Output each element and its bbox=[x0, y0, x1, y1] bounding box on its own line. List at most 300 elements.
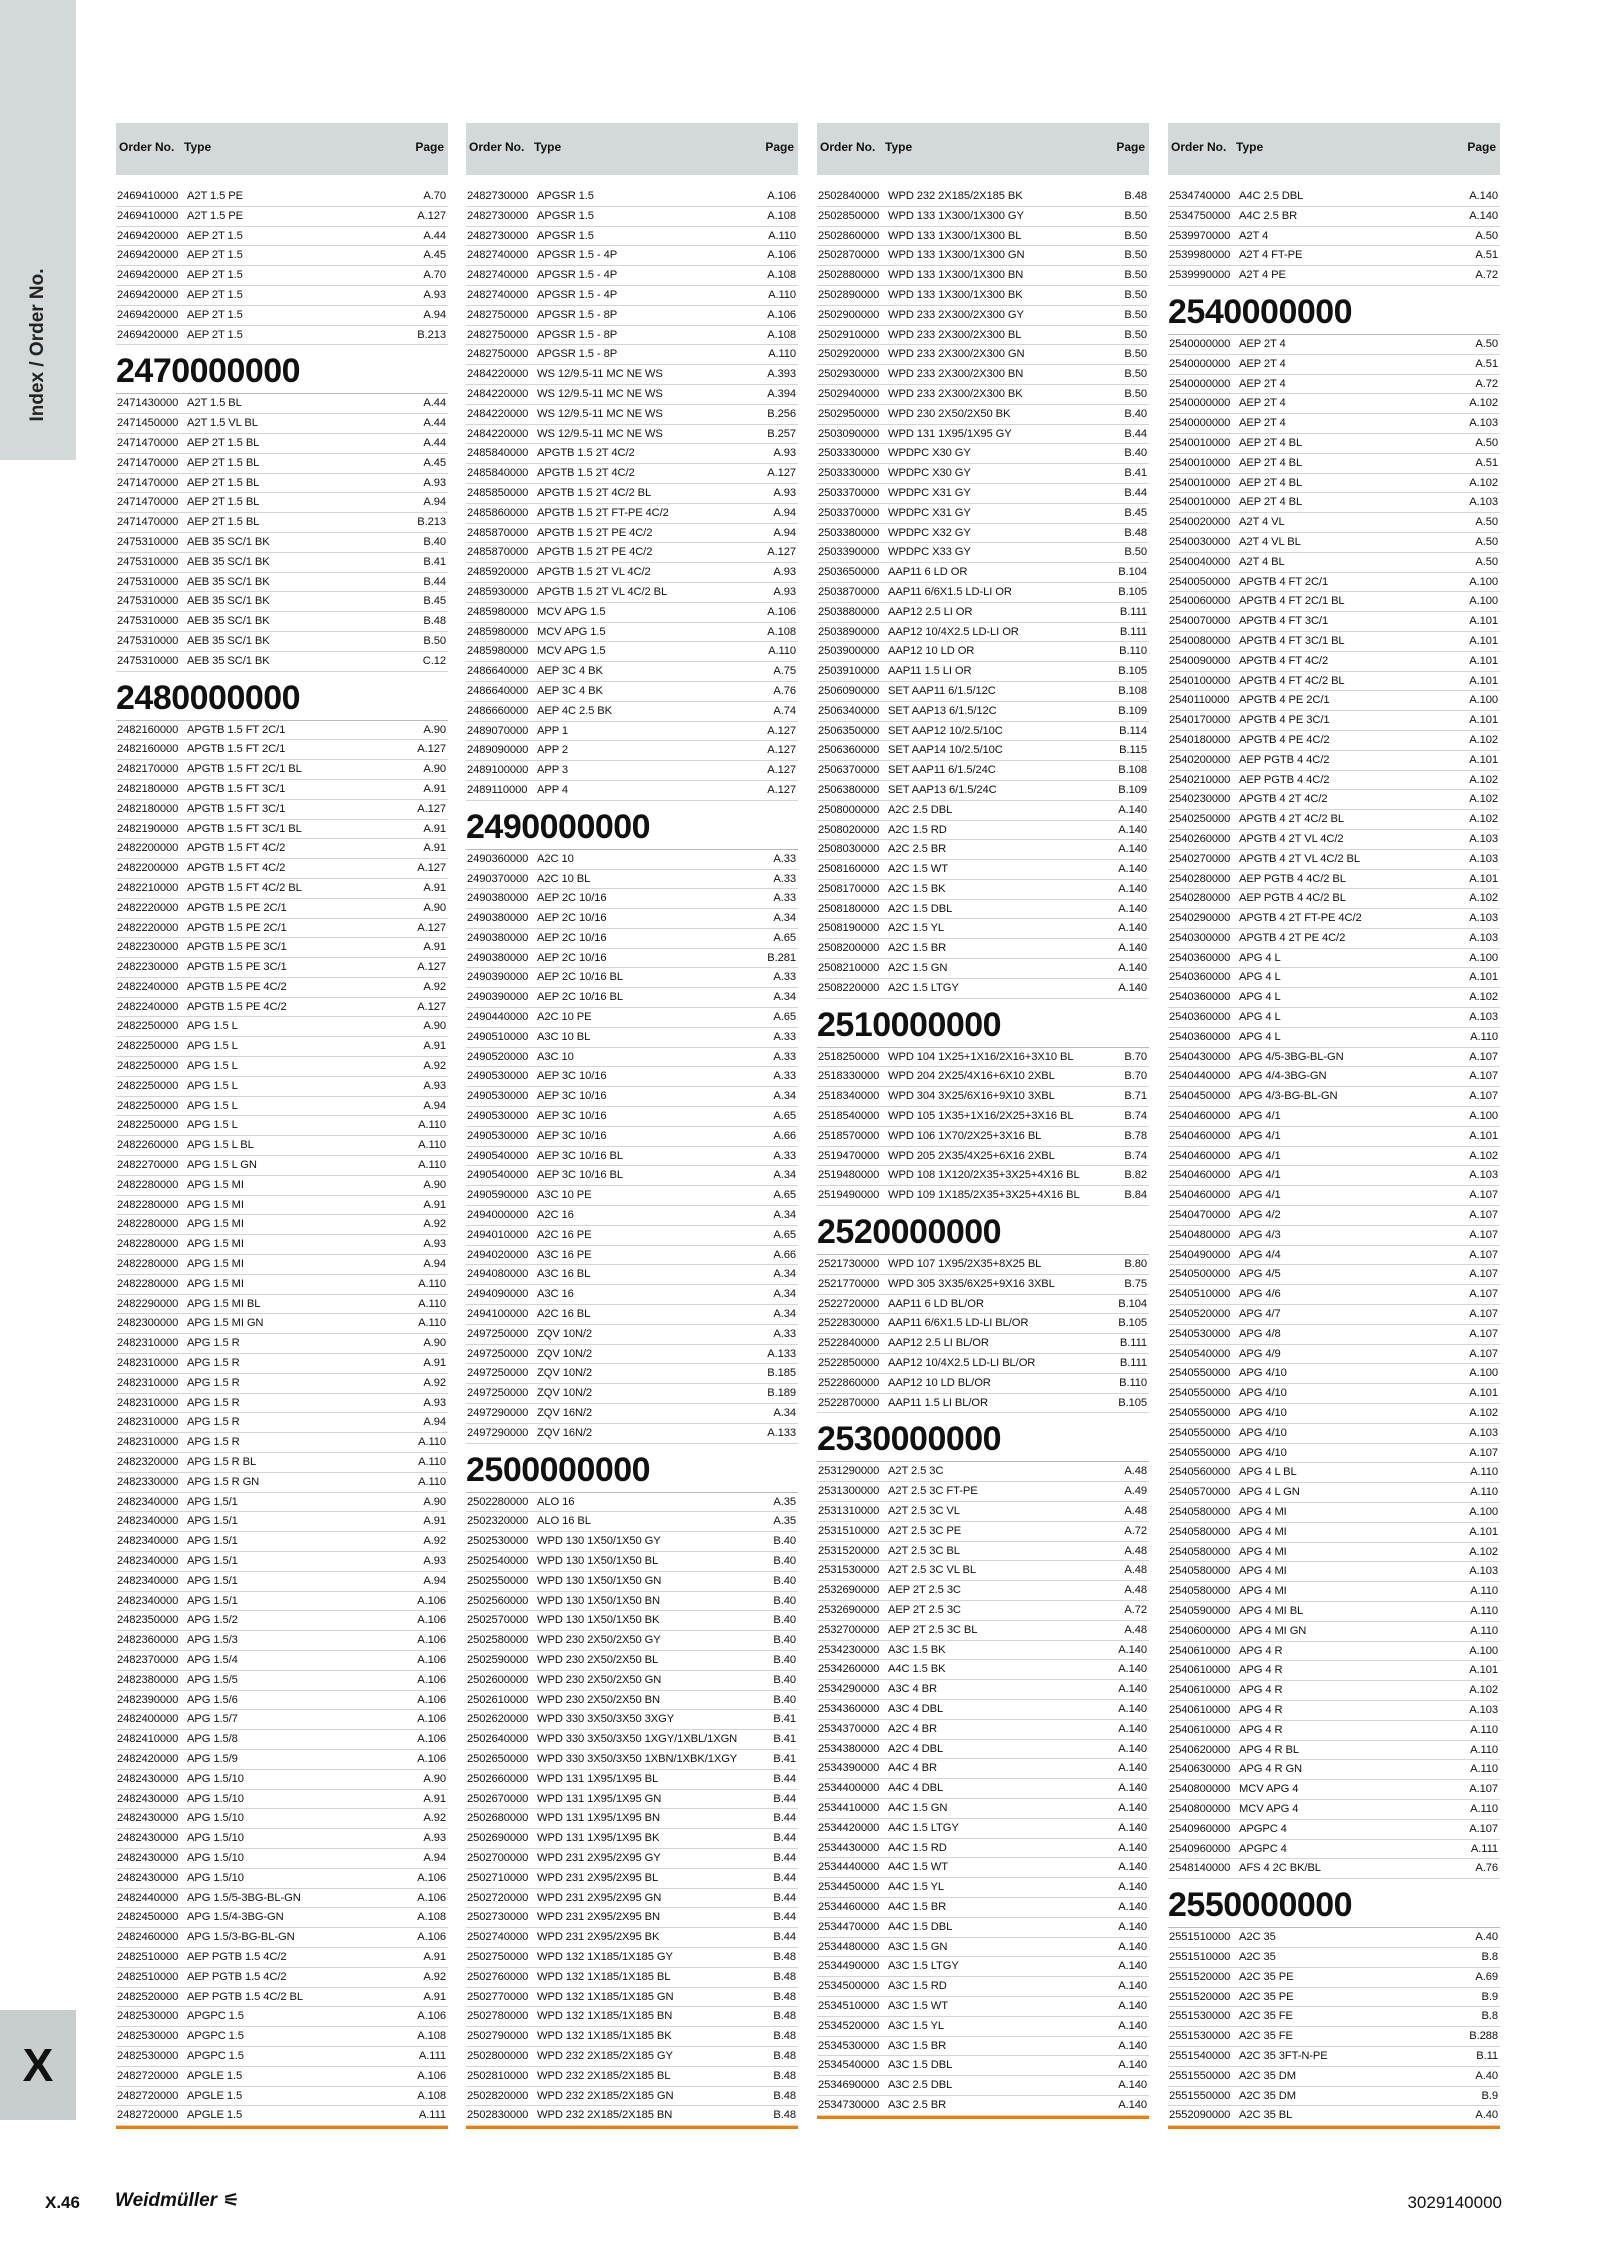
page-reference: B.44 bbox=[773, 1792, 796, 1805]
page-reference: A.140 bbox=[1118, 1801, 1147, 1814]
index-row bbox=[466, 702, 798, 722]
page-reference: B.104 bbox=[1118, 566, 1147, 579]
page-reference: A.92 bbox=[423, 1060, 446, 1073]
index-row bbox=[466, 889, 798, 909]
page-reference: A.93 bbox=[423, 476, 446, 489]
index-row bbox=[1168, 612, 1500, 632]
index-tab[interactable] bbox=[0, 0, 76, 460]
index-row bbox=[817, 1581, 1149, 1601]
type-name: AEP 2T 1.5 BL bbox=[187, 516, 260, 529]
page-reference: B.40 bbox=[773, 1555, 796, 1567]
page-reference: B.50 bbox=[1124, 546, 1147, 559]
order-number: 2482200000 bbox=[117, 862, 179, 875]
index-row bbox=[466, 1651, 798, 1671]
type-name: WPD 132 1X185/1X185 BN bbox=[537, 2010, 673, 2023]
index-row bbox=[466, 1790, 798, 1810]
type-name: APGTB 4 PE 2C/1 bbox=[1239, 694, 1330, 707]
page-reference: B.70 bbox=[1124, 1050, 1147, 1063]
type-name: A3C 10 BL bbox=[537, 1030, 591, 1043]
type-name: A2C 35 FE bbox=[1239, 2030, 1293, 2043]
order-number: 2471430000 bbox=[117, 397, 179, 410]
order-number: 2540000000 bbox=[1169, 417, 1231, 430]
page-reference: A.103 bbox=[1469, 912, 1498, 925]
type-name: WPD 130 1X50/1X50 BK bbox=[537, 1614, 660, 1627]
order-number: 2502880000 bbox=[818, 269, 880, 282]
order-number: 2482370000 bbox=[117, 1653, 179, 1666]
index-row bbox=[1168, 968, 1500, 988]
order-number: 2540450000 bbox=[1169, 1090, 1231, 1103]
type-name: APGLE 1.5 bbox=[187, 2069, 243, 2082]
index-row bbox=[116, 592, 448, 612]
page-reference: A.33 bbox=[773, 872, 796, 885]
index-row bbox=[1168, 1364, 1500, 1384]
order-number: 2539990000 bbox=[1169, 269, 1231, 282]
page-reference: A.110 bbox=[418, 1139, 446, 1152]
index-row bbox=[466, 484, 798, 504]
page-reference: B.50 bbox=[1124, 328, 1147, 341]
index-row bbox=[1168, 1948, 1500, 1968]
order-number: 2502550000 bbox=[467, 1574, 529, 1587]
page-reference: B.110 bbox=[1119, 645, 1147, 658]
page-reference: A.102 bbox=[1469, 813, 1498, 826]
page-reference: B.84 bbox=[1124, 1189, 1147, 1202]
page-reference: A.93 bbox=[423, 1832, 446, 1845]
index-row bbox=[466, 1206, 798, 1226]
type-name: WPD 104 1X25+1X16/2X16+3X10 BL bbox=[888, 1050, 1074, 1063]
order-number: 2540500000 bbox=[1169, 1268, 1231, 1281]
index-row bbox=[116, 612, 448, 632]
page-reference: A.94 bbox=[423, 1574, 446, 1587]
order-number: 2503900000 bbox=[818, 645, 880, 658]
type-name: WPD 109 1X185/2X35+3X25+4X16 BL bbox=[888, 1189, 1080, 1202]
index-row bbox=[466, 1730, 798, 1750]
index-row bbox=[817, 860, 1149, 880]
type-name: AAP11 6 LD BL/OR bbox=[888, 1297, 984, 1310]
order-number: 2503330000 bbox=[818, 447, 880, 460]
page-reference: A.50 bbox=[1475, 229, 1498, 242]
index-row bbox=[817, 1759, 1149, 1779]
index-row bbox=[817, 2076, 1149, 2096]
index-row bbox=[817, 1878, 1149, 1898]
type-name: WPD 230 2X50/2X50 GN bbox=[537, 1673, 662, 1686]
index-row bbox=[1168, 1701, 1500, 1721]
index-row bbox=[817, 425, 1149, 445]
page-reference: A.102 bbox=[1469, 1149, 1498, 1162]
order-number: 2534740000 bbox=[1169, 190, 1231, 202]
page-reference: A.110 bbox=[418, 1297, 446, 1310]
index-row bbox=[1168, 375, 1500, 395]
index-row bbox=[466, 1968, 798, 1988]
index-row bbox=[1168, 1661, 1500, 1681]
type-name: AEP 2T 4 bbox=[1239, 417, 1286, 430]
type-name: APGSR 1.5 bbox=[537, 209, 594, 222]
type-name: APG 4/3 bbox=[1239, 1228, 1281, 1241]
order-number: 2482440000 bbox=[117, 1891, 179, 1904]
index-row bbox=[116, 2106, 448, 2126]
column-header bbox=[1168, 123, 1500, 175]
order-number: 2540110000 bbox=[1169, 694, 1230, 707]
page-reference: A.48 bbox=[1124, 1623, 1147, 1636]
type-name: A2C 10 BL bbox=[537, 872, 591, 885]
index-row bbox=[1168, 1859, 1500, 1879]
order-number: 2534480000 bbox=[818, 1940, 880, 1953]
page-reference: A.110 bbox=[768, 645, 796, 658]
index-row bbox=[1168, 1404, 1500, 1424]
page-reference: A.110 bbox=[418, 1159, 446, 1172]
index-row bbox=[1168, 2106, 1500, 2126]
order-number: 2540090000 bbox=[1169, 654, 1231, 667]
type-name: APGTB 4 2T 4C/2 bbox=[1239, 793, 1328, 806]
index-row bbox=[466, 504, 798, 524]
page-reference: A.133 bbox=[767, 1347, 796, 1360]
order-number: 2482240000 bbox=[117, 1000, 179, 1013]
type-name: WPD 232 2X185/2X185 BN bbox=[537, 2109, 673, 2122]
type-name: APGTB 4 2T VL 4C/2 bbox=[1239, 832, 1344, 845]
type-name: WPD 231 2X95/2X95 GY bbox=[537, 1851, 661, 1864]
index-row bbox=[817, 1275, 1149, 1295]
type-name: APG 4 R GN bbox=[1239, 1763, 1303, 1776]
order-number: 2540580000 bbox=[1169, 1545, 1231, 1558]
index-row bbox=[466, 1028, 798, 1048]
type-name: APGTB 4 FT 3C/1 BL bbox=[1239, 634, 1345, 647]
group-heading: 2500000000 bbox=[466, 1444, 798, 1493]
index-row bbox=[116, 2047, 448, 2067]
column-end-rule bbox=[817, 2116, 1149, 2119]
index-row bbox=[1168, 751, 1500, 771]
type-name: APG 4 MI bbox=[1239, 1506, 1287, 1518]
page-reference: A.34 bbox=[773, 1090, 796, 1103]
index-row bbox=[466, 1265, 798, 1285]
page-reference: A.93 bbox=[423, 288, 446, 301]
index-row bbox=[817, 1334, 1149, 1354]
order-number: 2540000000 bbox=[1169, 337, 1231, 350]
order-number: 2534400000 bbox=[818, 1782, 880, 1795]
order-number: 2502920000 bbox=[818, 348, 880, 361]
document-code: 3029140000 bbox=[1407, 2193, 1502, 2212]
order-number: 2540610000 bbox=[1169, 1644, 1231, 1657]
page-reference: A.91 bbox=[423, 1792, 446, 1805]
page-reference: A.140 bbox=[1118, 823, 1147, 836]
page-reference: A.106 bbox=[417, 1871, 446, 1884]
index-row bbox=[466, 1493, 798, 1513]
page-reference: A.140 bbox=[1118, 981, 1147, 994]
type-name: WPD 132 1X185/1X185 GY bbox=[537, 1950, 673, 1963]
page-reference: A.140 bbox=[1118, 2098, 1147, 2111]
order-number: 2482430000 bbox=[117, 1772, 179, 1785]
order-number: 2475310000 bbox=[117, 535, 179, 548]
type-name: APGPC 4 bbox=[1239, 1822, 1287, 1835]
index-row bbox=[116, 1532, 448, 1552]
page-reference: B.50 bbox=[1124, 209, 1147, 222]
order-number: 2485860000 bbox=[467, 506, 529, 519]
order-number: 2484220000 bbox=[467, 387, 529, 400]
type-name: AEP 2T 4 bbox=[1239, 377, 1286, 390]
index-row bbox=[116, 1314, 448, 1334]
order-number: 2508200000 bbox=[818, 942, 880, 955]
index-row bbox=[1168, 1988, 1500, 2008]
page-reference: B.9 bbox=[1481, 1990, 1498, 2003]
page-reference: A.33 bbox=[773, 1149, 796, 1162]
index-row bbox=[1168, 1048, 1500, 1068]
page-reference: B.70 bbox=[1124, 1070, 1147, 1083]
order-number: 2522840000 bbox=[818, 1337, 880, 1350]
index-row bbox=[466, 929, 798, 949]
order-number: 2534460000 bbox=[818, 1900, 880, 1913]
order-number: 2503330000 bbox=[818, 467, 880, 480]
index-row bbox=[116, 533, 448, 553]
page-reference: A.140 bbox=[1118, 902, 1147, 915]
index-row bbox=[466, 227, 798, 247]
type-name: APG 4/1 bbox=[1239, 1149, 1281, 1162]
order-number: 2497250000 bbox=[467, 1387, 529, 1400]
order-number: 2540550000 bbox=[1169, 1367, 1231, 1380]
type-name: ALO 16 BL bbox=[537, 1515, 591, 1528]
page-reference: A.106 bbox=[417, 1614, 446, 1627]
page-reference: B.189 bbox=[767, 1387, 796, 1400]
index-row bbox=[1168, 1840, 1500, 1860]
page-reference: A.101 bbox=[1469, 714, 1498, 727]
index-row bbox=[1168, 1444, 1500, 1464]
type-name: APGTB 1.5 FT 3C/1 bbox=[187, 782, 286, 795]
order-number: 2469420000 bbox=[117, 288, 179, 301]
type-name: APG 1.5 R bbox=[187, 1416, 240, 1429]
page-reference: A.100 bbox=[1469, 1506, 1498, 1518]
page-reference: B.105 bbox=[1118, 1317, 1147, 1330]
page-reference: B.44 bbox=[773, 1812, 796, 1825]
type-name: APGSR 1.5 - 4P bbox=[537, 249, 618, 262]
index-row bbox=[116, 998, 448, 1018]
index-row bbox=[116, 1552, 448, 1572]
page-reference: A.102 bbox=[1469, 773, 1498, 786]
order-number: 2482280000 bbox=[117, 1198, 179, 1211]
order-number: 2540490000 bbox=[1169, 1248, 1231, 1261]
index-row bbox=[817, 900, 1149, 920]
type-name: APG 4/1 bbox=[1239, 1169, 1281, 1182]
order-number: 2552090000 bbox=[1169, 2109, 1231, 2122]
type-name: WS 12/9.5-11 MC NE WS bbox=[537, 368, 663, 381]
type-name: A3C 10 bbox=[537, 1050, 574, 1063]
order-number: 2482230000 bbox=[117, 961, 179, 974]
type-name: APGTB 1.5 2T 4C/2 bbox=[537, 467, 635, 480]
page-reference: A.91 bbox=[423, 1515, 446, 1528]
index-row bbox=[466, 909, 798, 929]
type-name: AEP PGTB 4 4C/2 BL bbox=[1239, 872, 1346, 885]
page-reference: A.92 bbox=[423, 1535, 446, 1548]
order-number: 2497250000 bbox=[467, 1327, 529, 1340]
type-name: A2C 1.5 BK bbox=[888, 882, 946, 895]
index-row bbox=[1168, 1483, 1500, 1503]
order-number: 2482340000 bbox=[117, 1574, 179, 1587]
page-reference: B.48 bbox=[773, 2109, 796, 2122]
page-reference: A.108 bbox=[417, 1911, 446, 1924]
order-number: 2502690000 bbox=[467, 1832, 529, 1845]
order-number: 2485840000 bbox=[467, 467, 529, 480]
type-name: AEP 2C 10/16 bbox=[537, 931, 607, 944]
order-number: 2482310000 bbox=[117, 1357, 179, 1370]
type-name: APG 4/1 bbox=[1239, 1129, 1281, 1142]
index-row bbox=[116, 1295, 448, 1315]
order-number: 2503870000 bbox=[818, 585, 880, 598]
index-row bbox=[1168, 1166, 1500, 1186]
index-row bbox=[817, 1067, 1149, 1087]
type-name: A2C 1.5 RD bbox=[888, 823, 947, 836]
index-row bbox=[466, 1424, 798, 1444]
type-name: WPD 230 2X50/2X50 BL bbox=[537, 1653, 659, 1666]
order-number: 2551520000 bbox=[1169, 1990, 1231, 2003]
order-number: 2486640000 bbox=[467, 684, 529, 697]
order-number: 2502750000 bbox=[467, 1950, 529, 1963]
type-name: APG 1.5/9 bbox=[187, 1752, 238, 1765]
order-number: 2486640000 bbox=[467, 665, 529, 678]
order-number: 2502600000 bbox=[467, 1673, 529, 1686]
index-row bbox=[116, 1770, 448, 1790]
type-name: ZQV 10N/2 bbox=[537, 1347, 593, 1360]
index-row bbox=[116, 632, 448, 652]
index-row bbox=[466, 1592, 798, 1612]
type-name: APG 1.5/1 bbox=[187, 1574, 238, 1587]
page-reference: B.110 bbox=[1119, 1376, 1147, 1389]
header-order-no: Order No. bbox=[820, 140, 876, 154]
order-number: 2489090000 bbox=[467, 744, 529, 757]
type-name: WPD 230 2X50/2X50 GY bbox=[537, 1634, 661, 1647]
order-number: 2506370000 bbox=[818, 764, 880, 777]
page-reference: A.107 bbox=[1469, 1347, 1498, 1360]
index-row bbox=[116, 1710, 448, 1730]
type-name: APG 4/10 bbox=[1239, 1426, 1287, 1439]
type-name: WPD 233 2X300/2X300 GY bbox=[888, 308, 1024, 321]
index-row bbox=[466, 1512, 798, 1532]
order-number: 2534230000 bbox=[818, 1643, 880, 1656]
order-number: 2482720000 bbox=[117, 2109, 179, 2122]
order-number: 2484220000 bbox=[467, 427, 529, 440]
type-name: A2T 2.5 3C VL BL bbox=[888, 1564, 976, 1577]
page-reference: A.44 bbox=[423, 397, 446, 410]
type-name: APG 4 R bbox=[1239, 1684, 1283, 1697]
index-row bbox=[466, 405, 798, 425]
page-reference: A.140 bbox=[1118, 2059, 1147, 2072]
index-row bbox=[1168, 1503, 1500, 1523]
page-reference: A.140 bbox=[1118, 1643, 1147, 1656]
order-number: 2540280000 bbox=[1169, 872, 1231, 885]
page-reference: B.45 bbox=[423, 595, 446, 608]
index-row bbox=[817, 1462, 1149, 1482]
index-row bbox=[466, 1246, 798, 1266]
type-name: AEP 3C 10/16 bbox=[537, 1090, 607, 1103]
type-name: WPD 305 3X35/6X25+9X16 3XBL bbox=[888, 1277, 1055, 1290]
group-heading: 2480000000 bbox=[116, 672, 448, 721]
type-name: WPD 330 3X50/3X50 1XGY/1XBL/1XGN bbox=[537, 1733, 738, 1746]
index-row bbox=[817, 583, 1149, 603]
index-row bbox=[817, 1938, 1149, 1958]
type-name: WPD 232 2X185/2X185 BK bbox=[888, 190, 1023, 202]
index-row bbox=[1168, 1780, 1500, 1800]
page-reference: A.110 bbox=[1470, 1466, 1498, 1479]
page-reference: A.34 bbox=[773, 912, 796, 925]
page-reference: A.101 bbox=[1469, 872, 1498, 885]
order-number: 2502710000 bbox=[467, 1871, 529, 1884]
section-letter-tab[interactable]: X bbox=[0, 2010, 76, 2120]
index-row bbox=[466, 1325, 798, 1345]
type-name: A3C 1.5 LTGY bbox=[888, 1960, 959, 1973]
type-name: ZQV 10N/2 bbox=[537, 1327, 593, 1340]
index-row bbox=[466, 870, 798, 890]
header-order-no: Order No. bbox=[469, 140, 525, 154]
index-row bbox=[466, 2067, 798, 2087]
order-number: 2534380000 bbox=[818, 1742, 880, 1755]
index-row bbox=[817, 563, 1149, 583]
index-row bbox=[466, 1908, 798, 1928]
index-row bbox=[116, 414, 448, 434]
order-number: 2540550000 bbox=[1169, 1387, 1231, 1400]
page-reference: A.394 bbox=[767, 387, 796, 400]
page-reference: A.69 bbox=[1475, 1970, 1498, 1983]
order-number: 2534470000 bbox=[818, 1920, 880, 1933]
order-number: 2486660000 bbox=[467, 704, 529, 717]
index-row bbox=[466, 722, 798, 742]
index-row bbox=[116, 820, 448, 840]
order-number: 2502830000 bbox=[467, 2109, 529, 2122]
index-row bbox=[466, 1305, 798, 1325]
type-name: APGTB 1.5 2T PE 4C/2 bbox=[537, 546, 653, 559]
index-row bbox=[116, 958, 448, 978]
order-number: 2485850000 bbox=[467, 486, 529, 499]
order-number: 2482410000 bbox=[117, 1733, 179, 1746]
type-name: APG 4 MI bbox=[1239, 1525, 1287, 1538]
index-row bbox=[116, 286, 448, 306]
index-row bbox=[116, 879, 448, 899]
type-name: WPD 233 2X300/2X300 BN bbox=[888, 368, 1024, 381]
page-reference: A.140 bbox=[1118, 1762, 1147, 1775]
page-reference: A.48 bbox=[1124, 1465, 1147, 1478]
index-row bbox=[817, 207, 1149, 227]
order-number: 2502760000 bbox=[467, 1970, 529, 1983]
page-reference: B.80 bbox=[1124, 1258, 1147, 1271]
order-number: 2469410000 bbox=[117, 190, 179, 202]
type-name: APG 4 MI bbox=[1239, 1545, 1287, 1558]
index-row bbox=[116, 394, 448, 414]
page-reference: B.40 bbox=[773, 1693, 796, 1706]
type-name: WPD 131 1X95/1X95 BK bbox=[537, 1832, 660, 1845]
index-row bbox=[817, 1700, 1149, 1720]
index-row bbox=[817, 524, 1149, 544]
page-reference: B.40 bbox=[1124, 407, 1147, 420]
page-reference: A.50 bbox=[1475, 535, 1498, 548]
type-name: AEP 2T 4 BL bbox=[1239, 436, 1303, 449]
page-reference: B.44 bbox=[773, 1931, 796, 1944]
index-row bbox=[116, 899, 448, 919]
type-name: APGSR 1.5 - 4P bbox=[537, 288, 618, 301]
index-row bbox=[817, 722, 1149, 742]
order-number: 2502730000 bbox=[467, 1911, 529, 1924]
order-number: 2548140000 bbox=[1169, 1862, 1231, 1875]
page-reference: A.107 bbox=[1469, 1822, 1498, 1835]
index-row bbox=[116, 1374, 448, 1394]
page-reference: A.107 bbox=[1469, 1783, 1498, 1796]
index-row bbox=[1168, 1622, 1500, 1642]
index-row bbox=[466, 741, 798, 761]
page-reference: B.111 bbox=[1119, 1357, 1147, 1370]
page-reference: A.34 bbox=[773, 1288, 796, 1301]
page-reference: A.101 bbox=[1469, 1129, 1498, 1142]
type-name: APG 1.5 MI bbox=[187, 1198, 244, 1211]
order-number: 2540610000 bbox=[1169, 1723, 1231, 1736]
index-row bbox=[116, 1691, 448, 1711]
type-name: A2C 1.5 DBL bbox=[888, 902, 953, 915]
group-heading: 2520000000 bbox=[817, 1206, 1149, 1255]
order-number: 2502840000 bbox=[818, 190, 880, 202]
type-name: A2C 16 BL bbox=[537, 1308, 591, 1321]
order-number: 2494090000 bbox=[467, 1288, 529, 1301]
